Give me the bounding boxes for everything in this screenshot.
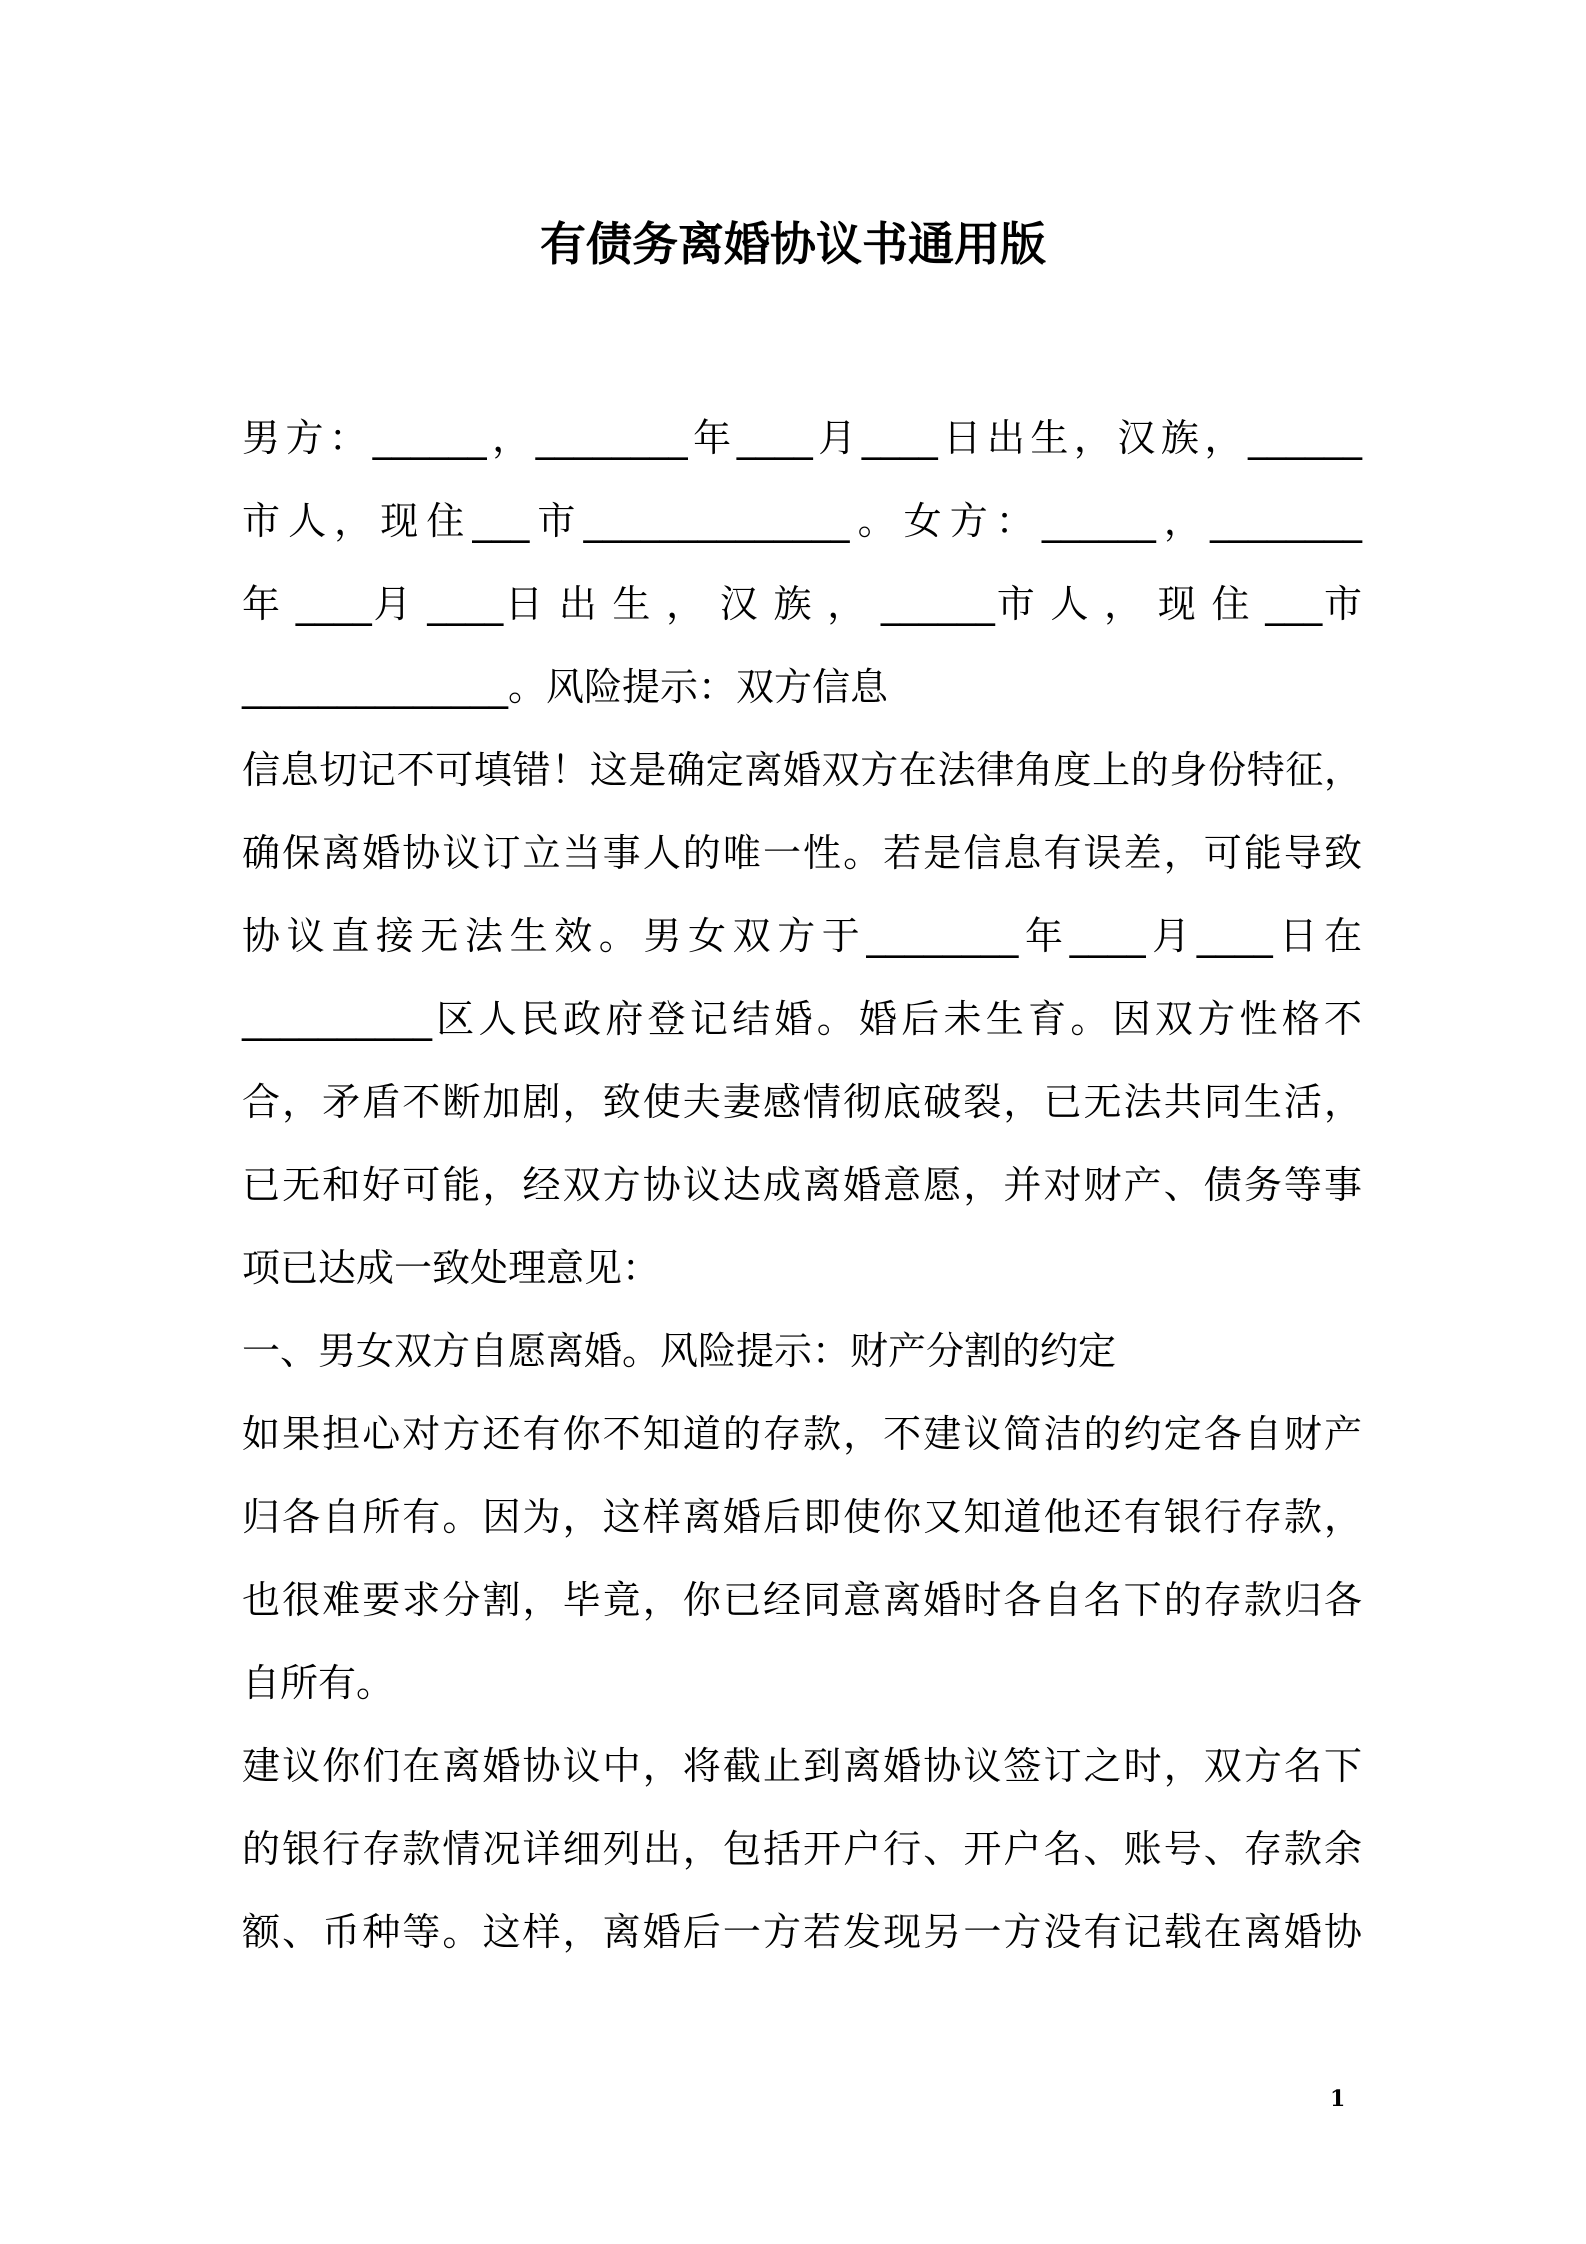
body-line: 协议直接无法生效。男女双方于________年____月____日在 — [242, 914, 1362, 958]
body-line: 市人，现住___市______________。女方：______，________ — [242, 499, 1362, 543]
page-number: 1 — [1330, 2086, 1346, 2112]
body-line: __________区人民政府登记结婚。婚后未生育。因双方性格不 — [242, 997, 1362, 1041]
body-line: 自所有。 — [242, 1661, 395, 1705]
section-heading: 一、男女双方自愿离婚。风险提示：财产分割的约定 — [242, 1329, 1117, 1373]
body-line: 确保离婚协议订立当事人的唯一性。若是信息有误差，可能导致 — [242, 831, 1362, 875]
body-line: 建议你们在离婚协议中，将截止到离婚协议签订之时，双方名下 — [242, 1744, 1362, 1788]
body-line: 额、币种等。这样，离婚后一方若发现另一方没有记载在离婚协 — [242, 1910, 1362, 1954]
body-line: 合，矛盾不断加剧，致使夫妻感情彻底破裂，已无法共同生活， — [242, 1080, 1362, 1124]
body-line: 信息切记不可填错！这是确定离婚双方在法律角度上的身份特征， — [242, 748, 1362, 792]
body-line: 也很难要求分割，毕竟，你已经同意离婚时各自名下的存款归各 — [242, 1578, 1362, 1622]
body-line: 已无和好可能，经双方协议达成离婚意愿，并对财产、债务等事 — [242, 1163, 1362, 1207]
body-line: 项已达成一致处理意见： — [242, 1246, 661, 1290]
body-line: ______________。风险提示：双方信息 — [242, 665, 889, 709]
body-line: 如果担心对方还有你不知道的存款，不建议简洁的约定各自财产 — [242, 1412, 1362, 1456]
body-line: 的银行存款情况详细列出，包括开户行、开户名、账号、存款余 — [242, 1827, 1362, 1871]
document-title: 有债务离婚协议书通用版 — [540, 217, 1046, 271]
body-line: 归各自所有。因为，这样离婚后即使你又知道他还有银行存款， — [242, 1495, 1362, 1539]
body-line: 男方：______，________年____月____日出生，汉族，______ — [242, 416, 1362, 460]
body-line: 年 ____月 ____日 出 生 ， 汉 族 ， ______市 人 ， 现 住 ___市 — [242, 582, 1362, 626]
